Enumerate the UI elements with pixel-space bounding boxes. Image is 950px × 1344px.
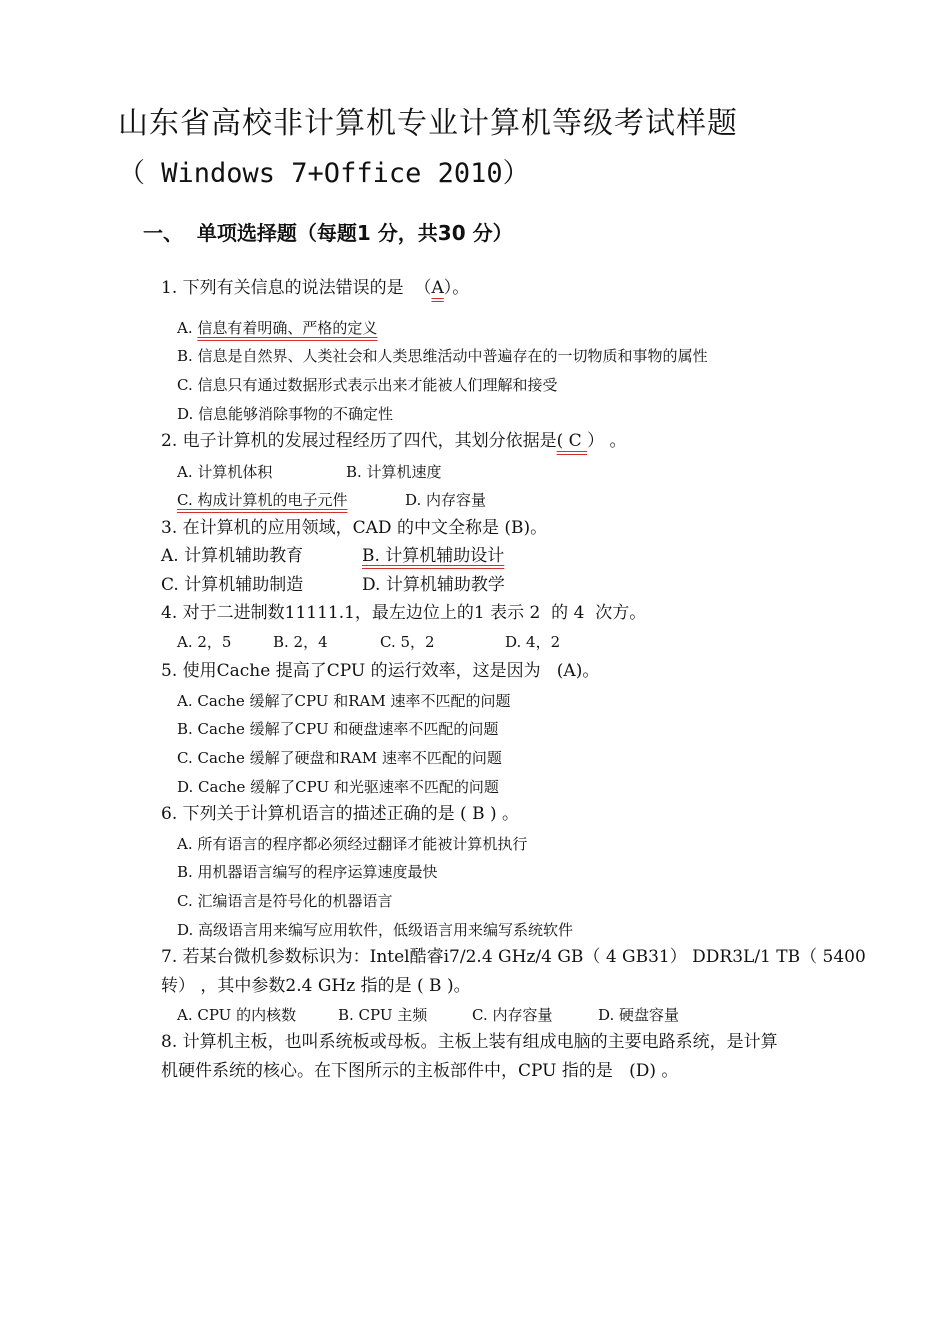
- question-8-line-1: 8. 计算机主板，也叫系统板或母板。主板上装有组成电脑的主要电路系统，是计算: [161, 1032, 778, 1052]
- question-8-line-2: 机硬件系统的核心。在下图所示的主板部件中，CPU 指的是 (D) 。: [161, 1061, 679, 1081]
- question-6-option-a: A. 所有语言的程序都必须经过翻译才能被计算机执行: [177, 835, 528, 853]
- question-4-option-b: B. 2，4: [273, 633, 328, 651]
- question-7-option-d: D. 硬盘容量: [598, 1006, 680, 1024]
- question-7-line-2: 转） ，其中参数2.4 GHz 指的是 ( B )。: [161, 976, 471, 996]
- option-label: A.: [177, 319, 198, 337]
- question-7-option-a: A. CPU 的内核数: [177, 1006, 297, 1024]
- question-3-option-a: A. 计算机辅助教育: [161, 546, 304, 566]
- question-2-option-c: C. 构成计算机的电子元件: [177, 491, 348, 509]
- question-2-stem: 2. 电子计算机的发展过程经历了四代，其划分依据是: [161, 431, 557, 451]
- question-5-option-b: B. Cache 缓解了CPU 和硬盘速率不匹配的问题: [177, 720, 499, 738]
- page-title: 山东省高校非计算机专业计算机等级考试样题: [118, 106, 738, 141]
- question-3-option-d: D. 计算机辅助教学: [362, 575, 505, 595]
- question-3: 3. 在计算机的应用领域，CAD 的中文全称是 (B)。: [161, 518, 548, 538]
- question-1-stem: 1. 下列有关信息的说法错误的是 （: [161, 278, 432, 298]
- question-7-option-b: B. CPU 主频: [338, 1006, 428, 1024]
- question-4-option-a: A. 2，5: [177, 633, 232, 651]
- question-6-option-d: D. 高级语言用来编写应用软件，低级语言用来编写系统软件: [177, 921, 574, 939]
- question-5-option-d: D. Cache 缓解了CPU 和光驱速率不匹配的问题: [177, 778, 499, 796]
- question-2: [161, 431, 626, 451]
- question-1-answer: A: [431, 278, 444, 298]
- question-1-option-b: B. 信息是自然界、人类社会和人类思维活动中普遍存在的一切物质和事物的属性: [177, 347, 708, 365]
- question-6-option-c: C. 汇编语言是符号化的机器语言: [177, 892, 393, 910]
- question-7-option-c: C. 内存容量: [472, 1006, 553, 1024]
- question-5-option-c: C. Cache 缓解了硬盘和RAM 速率不匹配的问题: [177, 749, 502, 767]
- question-1-option-a: [177, 319, 377, 337]
- question-2-option-b: B. 计算机速度: [346, 463, 442, 481]
- question-4-option-d: D. 4，2: [505, 633, 561, 651]
- question-3-option-b: B. 计算机辅助设计: [362, 546, 505, 566]
- question-1-stem-end: ）。: [443, 278, 470, 298]
- question-7-line-1: 7. 若某台微机参数标识为：Intel酷睿i7/2.4 GHz/4 GB（ 4 GB31） DDR3L/1 TB（ 5400: [161, 947, 866, 967]
- question-1: [161, 278, 469, 298]
- question-4-option-c: C. 5，2: [380, 633, 435, 651]
- question-4: 4. 对于二进制数11111.1，最左边位上的1 表示 2 的 4 次方。: [161, 603, 647, 623]
- question-2-option-d: D. 内存容量: [405, 491, 487, 509]
- question-1-option-c: C. 信息只有通过数据形式表示出来才能被人们理解和接受: [177, 376, 558, 394]
- question-3-option-c: C. 计算机辅助制造: [161, 575, 304, 595]
- question-2-answer: ( C: [556, 431, 588, 451]
- question-6-option-b: B. 用机器语言编写的程序运算速度最快: [177, 863, 438, 881]
- section-heading: 一、 单项选择题（每题1 分，共30 分）: [143, 221, 513, 245]
- question-6: 6. 下列关于计算机语言的描述正确的是 ( B ) 。: [161, 804, 519, 824]
- question-1-option-a-text: 信息有着明确、严格的定义: [197, 319, 378, 337]
- question-2-stem-end: ） 。: [587, 431, 627, 451]
- page-subtitle: （ Windows 7+Office 2010）: [118, 158, 530, 189]
- question-2-option-a: A. 计算机体积: [177, 463, 273, 481]
- question-5: 5. 使用Cache 提高了CPU 的运行效率，这是因为 (A)。: [161, 661, 600, 681]
- question-5-option-a: A. Cache 缓解了CPU 和RAM 速率不匹配的问题: [177, 692, 511, 710]
- question-1-option-d: D. 信息能够消除事物的不确定性: [177, 405, 394, 423]
